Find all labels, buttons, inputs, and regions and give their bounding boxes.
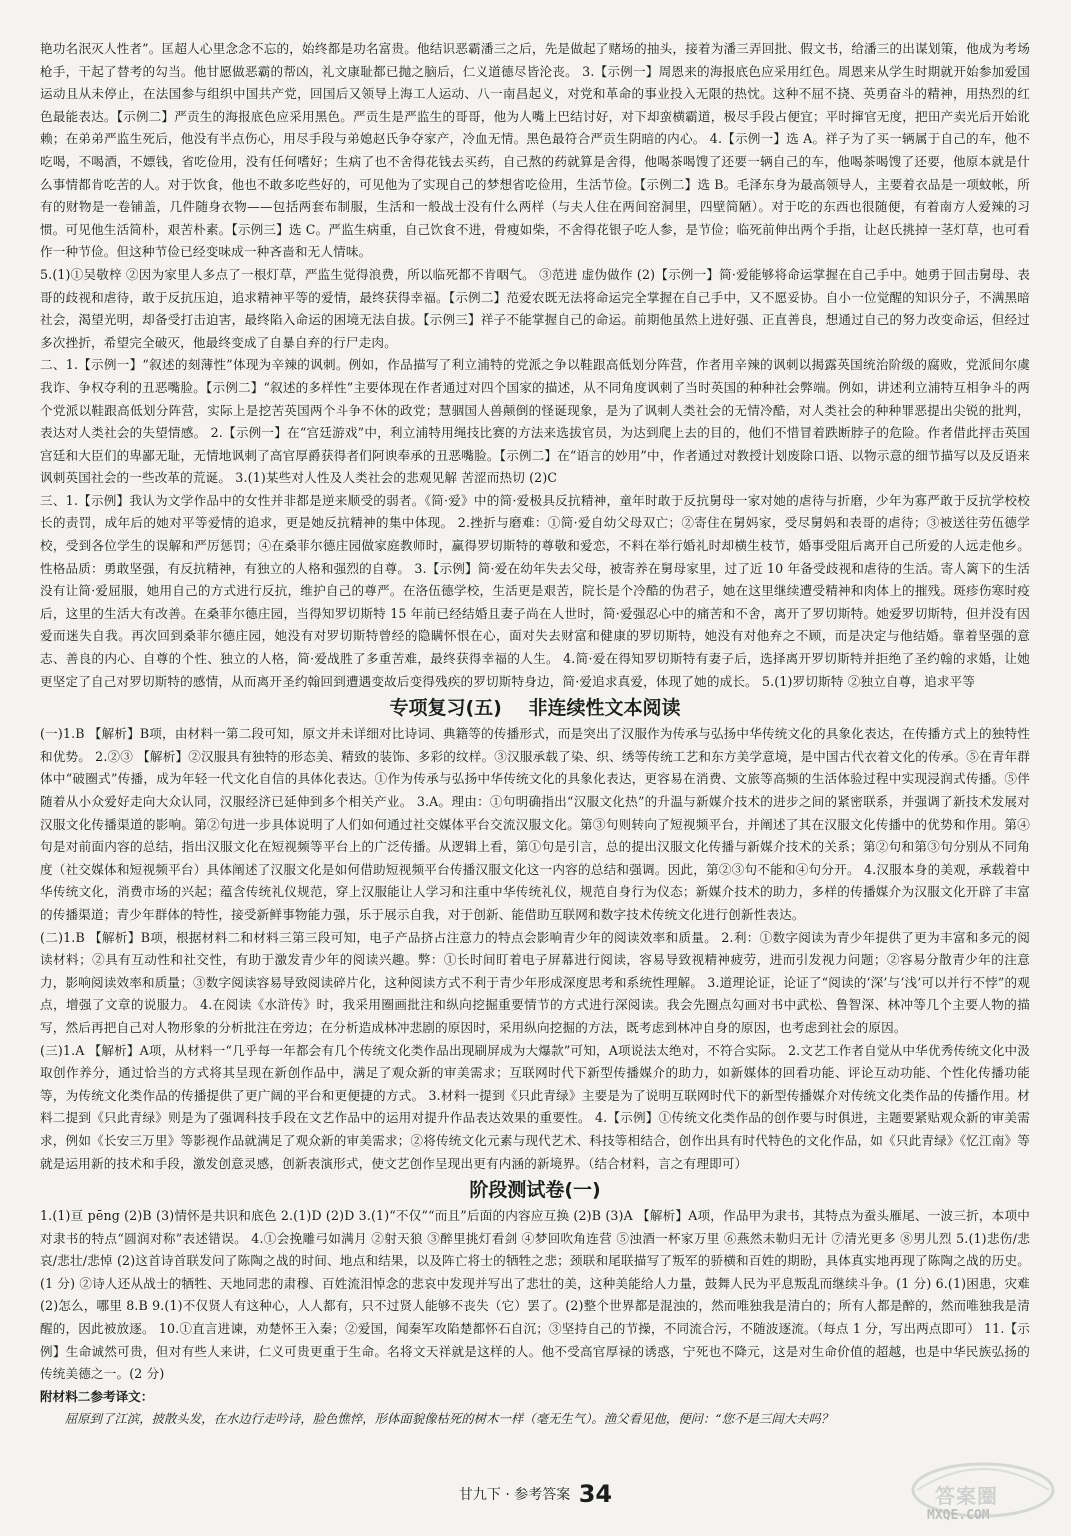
answer-paragraph: 1.(1)亘 pēng (2)B (3)情怀是共识和底色 2.(1)D (2)D 3.(1)“不仅”“而且”后面的内容应互换 (2)B (3)A 【解析】A项，作品甲为隶书，其特点为蚕头雁尾、一波三折，本项中对隶书的特点“圆润对称”表述错误。 4.①会挽雕弓如满月 ②射天狼 ③醉里挑灯看剑 ④梦回吹角连营 ⑤浊酒一杯家万里 ⑥燕然未勒归无计 ⑦清光更多 ⑧男儿烈 5.(1)悲伤/悲哀/悲壮/悲悼 (2)这首诗首联发问了陈陶之战的时间、地点和结果，以及阵亡将士的牺牲之悲；颈联和尾联描写了叛军的骄横和百姓的期盼，具体真实地再现了陈陶之战的历史。(1 分) ②诗人还从战士的牺牲、天地同悲的肃穆、百姓流泪悼念的悲哀中发现并写出了悲壮的美，这种美能给人力量，鼓舞人民为平息叛乱而继续斗争。(1 分) 6.(1)困患，灾难 (2)怎么，哪里 8.B 9.(1)不仅贤人有这种心，人人都有，只不过贤人能够不丧失（它）罢了。(2)整个世界都是混浊的，然而唯独我是清白的；所有人都是醉的，然而唯独我是清醒的，因此被放逐。 10.①直言进谏，劝楚怀王入秦；②爱国，闻秦军攻陷楚都怀石自沉；③坚持自己的节操，不同流合污，不随波逐流。（每点 1 分，写出两点即可） 11.【示例】生命诚然可贵，但对有些人来讲，仁义可贵更重于生命。名将文天祥就是这样的人。他不受高官厚禄的诱惑，宁死也不降元，这是对生命价值的超越，也是中华民族弘扬的传统美德之一。(2 分) [40, 1208, 1030, 1382]
page-number: 34 [578, 1480, 613, 1508]
answer-paragraph: (三)1.A 【解析】A项，从材料一“几乎每一年都会有几个传统文化类作品出现刷屏成为大爆款”可知，A项说法太绝对，不符合实际。 2.文艺工作者自觉从中华优秀传统文化中汲取创作养分，通过恰当的方式将其呈现在新创作品中，满足了观众新的审美需求；互联网时代下新型传播媒介的助力，如新媒体的回看功能、评论互动功能、个性化传播功能等，为传统文化类作品的传播提供了更广阔的平台和更便捷的方式。 3.材料一提到《只此青绿》主要是为了说明互联网时代下的新型传播媒介对传统文化类作品的传播作用。材料二提到《只此青绿》则是为了强调科技手段在文艺作品中的运用对提升作品表达效果的重要性。 4.【示例】①传统文化类作品的创作要与时俱进，主题要紧贴观众新的审美需求，例如《长安三万里》等影视作品就满足了观众新的审美需求；②将传统文化元素与现代艺术、科技等相结合，创作出具有时代特色的文化作品，如《只此青绿》《忆江南》等就是运用新的技术和手段，激发创意灵感，创新表演形式，使文艺创作呈现出更有内涵的新境界。（结合材料，言之有理即可） [40, 1042, 1030, 1171]
answer-paragraph: (二)1.B 【解析】B项，根据材料二和材料三第三段可知，电子产品挤占注意力的特点会影响青少年的阅读效率和质量。 2.利：①数字阅读为青少年提供了更为丰富和多元的阅读材料；②具有互动性和社交性，有助于激发青少年的阅读兴趣。弊：①长时间盯着电子屏幕进行阅读，容易导致视精神疲劳，进而引发视力问题；②容易分散青少年的注意力，影响阅读效率和质量；③数字阅读容易导致阅读碎片化，这种阅读方式不利于青少年形成深度思考和系统性理解。 3.道理论证，论证了“阅读的‘深’与‘浅’可以并行不悖”的观点，增强了文章的说服力。 4.在阅读《水浒传》时，我采用圈画批注和纵向挖掘重要情节的方式进行深阅读。我会先圈点勾画对书中武松、鲁智深、林冲等几个主要人物的描写，然后再把自己对人物形象的分析批注在旁边；在分析造成林冲悲剧的原因时，采用纵向挖掘的方法，既考虑到林冲自身的原因，也考虑到社会的原因。 [40, 929, 1030, 1035]
watermark-text: 答案圈 [935, 1484, 998, 1508]
answer-paragraph: 艳功名泯灭人性者”。匡超人心里念念不忘的，始终都是功名富贵。他结识恶霸潘三之后，先是做起了赌场的抽头，接着为潘三弄回批、假文书，给潘三的出谋划策，他成为考场枪手，干起了替考的勾当。他甘愿做恶霸的帮凶，礼文康耻都已抛之脑后，仁义道德尽皆沦丧。 3.【示例一】周恩来的海报底色应采用红色。周恩来从学生时期就开始参加爱国运动且从未停止，在法国参与组织中国共产党，回国后又领导上海工人运动、八一南昌起义，对党和革命的事业投入无限的热忱。这种不屈不挠、英勇奋斗的精神，用热烈的红色最能表达。【示例二】严贡生的海报底色应采用黑色。严贡生是严监生的哥哥，他为人嘴上巴结讨好，对下却蛮横霸道，极尽手段占便宜；平时撺官无度，把田产卖光后开始讹赖；在弟弟严监生死后，他没有半点伤心，用尽手段与弟媳赵氏争夺家产，冷血无情。黑色最符合严贡生阴暗的内心。 4.【示例一】选 A。祥子为了买一辆属于自己的车，他不吃喝，不喝酒，不嫖钱，省吃俭用，没有任何嗜好；生病了也不舍得花钱去买药，自己熬的药就算是舍得，他喝茶喝馊了还要一辆自己的车，他喝茶喝馊了还要，他原本就是什么事情都肯吃苦的人。对于饮食，他也不敢多吃些好的，可见他为了实现自己的梦想省吃俭用，生活节俭。【示例二】选 B。毛泽东身为最高领导人，主要着衣品是一项蚊帐，所有的财物是一卷铺盖，几件随身衣物——包括两套布制服，生活和一般战士没有什么两样（与夫人住在两间窑洞里，四壁简陋）。对于吃的东西也很随便，有着南方人爱辣的习惯。可见他生活简朴，艰苦朴素。【示例三】选 C。严监生病重，自己饮食不进，骨瘦如柴，不舍得花银子吃人参，是节俭；临死前伸出两个手指，让赵氏挑掉一茎灯草，也可看作一种节俭。但这种节俭已经变味成一种吝啬和无人情味。 [40, 41, 1030, 260]
watermark-url: MXQE.COM [927, 1508, 990, 1523]
section-title-special-review [40, 695, 1030, 721]
section-title-stage-test: 阶段测试卷(一) [469, 1179, 601, 1202]
footer-label: 甘九下 · 参考答案 [458, 1487, 571, 1503]
answer-page [40, 38, 1030, 1478]
section-title-topic: 非连续性文本阅读 [528, 697, 681, 720]
answer-paragraph: 三、1.【示例】我认为文学作品中的女性并非都是逆来顺受的弱者。《简·爱》中的简·爱极具反抗精神，童年时敢于反抗舅母一家对她的虐待与折磨，少年为寡严敢于反抗学校校长的责罚，成年后的她对平等爱情的追求，更是她反抗精神的集中体现。 2.挫折与磨难：①简·爱自幼父母双亡；②寄住在舅妈家，受尽舅妈和表哥的虐待；③被送往劳伍德学校，受到各位学生的误解和严厉惩罚；④在桑菲尔德庄园做家庭教师时，赢得罗切斯特的尊敬和爱恋，不料在举行婚礼时却横生枝节，婚事受阻后离开自己所爱的人远走他乡。性格品质：勇敢坚强，有反抗精神，有独立的人格和强烈的自尊。 3.【示例】简·爱在幼年失去父母，被寄养在舅母家里，过了近 10 年备受歧视和虐待的生活。寄人篱下的生活没有让简·爱屈服，她用自己的方式进行反抗，维护自己的尊严。在洛伍德学校，生活更是艰苦，院长是个冷酷的伪君子，她在这里继续遭受精神和肉体上的摧残。斑疹伤寒时疫后，这里的生活大有改善。在桑菲尔德庄园，当得知罗切斯特 15 年前已经结婚且妻子尚在人世时，简·爱强忍心中的痛苦和不舍，离开了罗切斯特。她爱罗切斯特，但并没有因爱而迷失自我。再次回到桑菲尔德庄园，她没有对罗切斯特曾经的隐瞒怀恨在心，面对失去财富和健康的罗切斯特，她没有对他弃之不顾，而是决定与他结婚。靠着坚强的意志、善良的内心、自尊的个性、独立的人格，简·爱战胜了多重苦难，最终获得幸福的人生。 4.简·爱在得知罗切斯特有妻子后，选择离开罗切斯特并拒绝了圣约翰的求婚，让她更坚定了自己对罗切斯特的感情，从而离开圣约翰回到遭遇变故后变得残疾的罗切斯特身边，简·爱追求真爱，体现了她的成长。 5.(1)罗切斯特 ②独立自尊，追求平等 [40, 492, 1030, 689]
answer-paragraph: (一)1.B 【解析】B项，由材料一第二段可知，原文并未详细对比诗词、典籍等的传播形式，而是突出了汉服作为传承与弘扬中华传统文化的具象化表达，在传播方式上的独特性和优势。 2.②③ 【解析】②汉服具有独特的形态美、精致的装饰、多彩的纹样。③汉服承载了染、织、绣等传统工艺和东方美学意境，是中国古代衣着文化的传承。⑤在青年群体中“破圈式”传播，成为年轻一代文化自信的具体化表达。①作为传承与弘扬中华传统文化的具象化表达，更容易在消费、文旅等高频的生活体验过程中实现浸润式传播。⑤伴随着从小众爱好走向大众认同，汉服经济已延伸到多个相关产业。 3.A。理由：①句明确指出“汉服文化热”的升温与新媒介技术的进步之间的紧密联系，并强调了新技术发展对汉服文化传播渠道的影响。第②句进一步具体说明了人们如何通过社交媒体平台交流汉服文化。第③句则转向了短视频平台，并阐述了其在汉服文化传播中的优势和作用。第④句是对前面内容的总结，指出汉服文化在短视频等平台上的广泛传播。从逻辑上看，第①句是引言，总的提出汉服文化传播与新媒介技术的关系；第②句和第③句分别从不同角度（社交媒体和短视频平台）具体阐述了汉服文化是如何借助短视频平台传播汉服文化这一内容的总结和强调。因此，第②③句不能和④句分开。 4.汉服本身的美观，承载着中华传统文化，消费市场的兴起；蕴含传统礼仪规范，穿上汉服能让人学习和注重中华传统礼仪，规范自身行为仪态；新媒介技术的助力，多样的传播媒介为汉服文化开辟了丰富的传播渠道；青少年群体的特性，接受新鲜事物能力强，乐于展示自我，对于创新、能借助互联网和数字技术传统文化进行创新性表达。 [40, 726, 1030, 922]
section-title-number: 专项复习(五) [389, 697, 502, 720]
answer-paragraph: 5.(1)①吴敬梓 ②因为家里人多点了一根灯草，严监生觉得浪费，所以临死都不肯咽气。 ③范进 虚伪做作 (2)【示例一】简·爱能够将命运掌握在自己手中。她勇于回击舅母、表哥的歧视和虐待，敢于反抗压迫，追求精神平等的爱情，最终获得幸福。【示例二】范爱农既无法将命运完全掌握在自己手中，又不愿妥协。自小一位觉醒的知识分子，不满黑暗社会，渴望光明，却备受打击迫害，最终陷入命运的困境无法自拔。【示例三】祥子不能掌握自己的命运。前期他虽然上进好强、正直善良，想通过自己的努力改变命运，但经过多次挫折，希望完全破灭，他最终变成了自暴自弃的行尸走肉。 [40, 266, 1030, 350]
answer-paragraph: 二、1.【示例一】“叙述的刻薄性”体现为辛辣的讽刺。例如，作品描写了利立浦特的党派之争以鞋跟高低划分阵营，作者用辛辣的讽刺以揭露英国统治阶级的腐败，党派间尔虞我诈、争权夺利的丑恶嘴脸。【示例二】“叙述的多样性”主要体现在作者通过对四个国家的描述，从不同角度讽刺了当时英国的种种社会弊端。例如，讲述利立浦特互相争斗的两个党派以鞋跟高低划分阵营，实际上是挖苦英国两个斗争不休的政党；慧骃国人兽颠倒的怪诞现象，是为了讽刺人类社会的无情冷酷，对人类社会的种种罪恶提出尖锐的批判，表达对人类社会的失望情感。 2.【示例一】在“宫廷游戏”中，利立浦特用绳技比赛的方法来选拔官员，为达到爬上去的目的，他们不惜冒着跌断脖子的危险。作者借此抨击英国宫廷和大臣们的卑鄙无耻，无情地讽刺了高官厚爵获得者们阿谀奉承的丑恶嘴脸。【示例二】在“语言的妙用”中，作者通过对教授计划废除口语、以物示意的细节描写以及反语来讽刺英国社会的一些改革的荒诞。 3.(1)某些对人性及人类社会的悲观见解 苦涩而热切 (2)C [40, 357, 1030, 486]
watermark-logo [897, 1446, 1057, 1528]
appendix-translation: 屈原到了江滨，披散头发，在水边行走吟诗，脸色憔悴，形体面貌像枯死的树木一样（毫无生气）。渔父看见他，便问：“您不是三闾大夫吗？ [64, 1410, 834, 1426]
appendix-title: 附材料二参考译文： [40, 1388, 154, 1404]
